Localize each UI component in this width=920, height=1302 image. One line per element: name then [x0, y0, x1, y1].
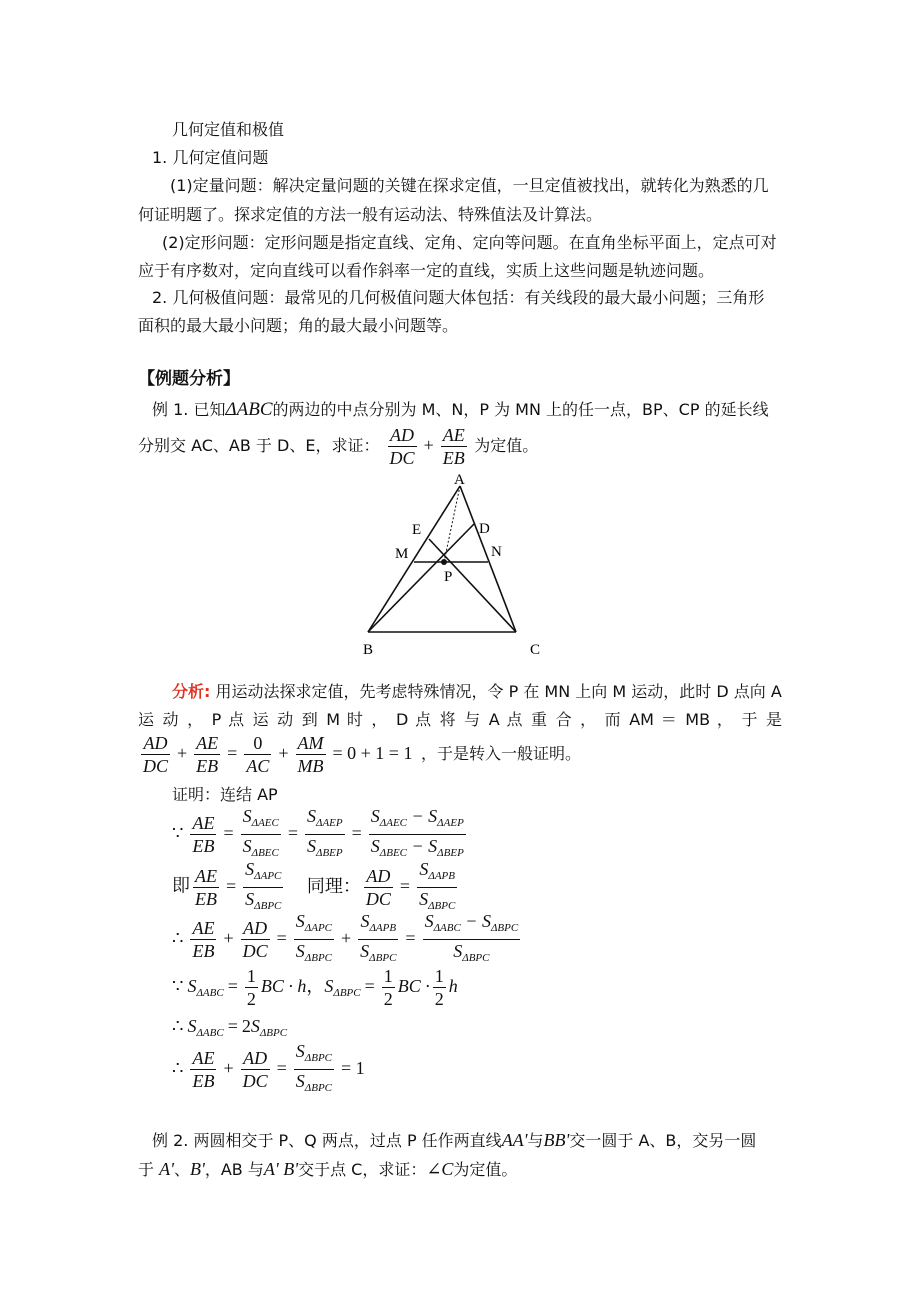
triangle-figure	[360, 468, 560, 668]
ji-label: 即	[172, 875, 190, 897]
example1-line2	[138, 421, 538, 470]
segment-bd	[368, 524, 474, 632]
proof-step5: ∴ $S_{\Delta ABC} = 2S_{\Delta BPC}$	[172, 1016, 288, 1039]
label-n: N	[491, 544, 502, 560]
analysis-text1: 用运动法探求定值，先考虑特殊情况，令 P 在 MN 上向 M 运动，此时 D 点向 A	[215, 682, 782, 701]
label-e: E	[412, 522, 422, 538]
side-ac	[460, 486, 516, 632]
example2-line2: 于 A'、B'，AB 与A' B'交于点 C，求证：∠C为定值。	[138, 1159, 518, 1179]
analysis-line1	[172, 680, 782, 704]
example1-prefix: 例 1. 已知	[152, 400, 226, 419]
segment-ce	[429, 539, 516, 632]
example1-text2: 分别交 AC、AB 于 D、E，求证：	[138, 436, 380, 455]
label-c: C	[530, 642, 541, 658]
label-a: A	[454, 472, 465, 488]
analysis-label: 分析:	[172, 682, 211, 701]
analysis-line3	[138, 729, 581, 778]
line-a1b1: A' B'	[263, 1159, 299, 1179]
point-b1: B'	[189, 1159, 205, 1179]
side-ab	[368, 486, 460, 632]
proof-step3: ∴ $\frac{AE}{EB}$ + $\frac{AD}{DC}$ = $\frac{S_{\Delta APC}}{S_{\Delta BPC}}$ + $\frac{S_{\Delta APB}}{S_{\Delta BPC}}$ = $\frac{S_{\Delta ABC} - S_{\Delta BPC}}{S_{\Delta BPC}}$	[172, 911, 519, 964]
examples-heading: 【例题分析】	[138, 369, 240, 389]
fraction-ae-eb: $\frac{AE}{EB}$	[442, 425, 465, 469]
section2-line1: 2. 几何极值问题：最常见的几何极值问题大体包括：有关线段的最大最小问题；三角形	[152, 288, 765, 307]
line-aa: AA'	[501, 1130, 528, 1150]
line-bb: BB'	[543, 1130, 570, 1150]
label-m: M	[395, 546, 409, 562]
label-b: B	[363, 642, 374, 658]
proof-step1: ∵ $\frac{AE}{EB}$ = $\frac{S_{\Delta AEC}}{S_{\Delta BEC}}$ = $\frac{S_{\Delta AEP}}{S_{\Delta BEP}}$ = $\frac{S_{\Delta AEC} - S_{\Delta AEP}}{S_{\Delta BEC} - S_{\Delta BEP}}$	[172, 806, 464, 859]
tongli-label: 同理：	[306, 875, 361, 897]
section2-line2: 面积的最大最小问题；角的最大最小问题等。	[138, 316, 459, 335]
proof-step2: 即 $\frac{AE}{EB}$ = $\frac{S_{\Delta APC}}{S_{\Delta BPC}}$ 同理： $\frac{AD}{DC}$ = $\frac{S_{\Delta APB}}{S_{\Delta BPC}}$	[172, 859, 456, 912]
since-symbol: ∵	[172, 822, 184, 843]
fraction-ad-dc: $\frac{AD}{DC}$	[389, 425, 415, 469]
section1-p2-line1: (2)定形问题：定形问题是指定直线、定角、定向等问题。在直角坐标平面上，定点可对	[162, 233, 777, 252]
analysis-line3-tail: ，于是转入一般证明。	[420, 744, 581, 763]
example1-suffix: 为定值。	[474, 436, 539, 455]
analysis-formula: $\frac{AD}{DC}$ + $\frac{AE}{EB}$ = $\frac{0}{AC}$ + $\frac{AM}{MB}$ = 0 + 1 = 1	[143, 733, 413, 777]
angle-c: ∠C	[426, 1159, 454, 1179]
document-title: 几何定值和极值	[172, 120, 285, 139]
proof-intro: 证明：连结 AP	[172, 785, 278, 804]
label-p: P	[444, 569, 453, 585]
example1-text1: 的两边的中点分别为 M、N，P 为 MN 上的任一点，BP、CP 的延长线	[272, 400, 769, 419]
proof-step4: ∵ $S_{\Delta ABC}$ = $\frac{1}{2}$ BC · h，$S_{\Delta BPC}$ = $\frac{1}{2}$ BC · $\frac{1}{2}$ h	[172, 966, 458, 1010]
example2-line1: 例 2. 两圆相交于 P、Q 两点，过点 P 任作两直线AA'与BB'交一圆于 A、B，交另一圆	[152, 1130, 757, 1150]
proof-step6: ∴ $\frac{AE}{EB}$ + $\frac{AD}{DC}$ = $\frac{S_{\Delta BPC}}{S_{\Delta BPC}}$ = 1	[172, 1041, 365, 1094]
point-p	[441, 559, 447, 565]
section1-p1-line1: (1)定量问题：解决定量问题的关键在探求定值，一旦定值被找出，就转化为熟悉的几	[170, 176, 769, 195]
triangle-abc: ΔABC	[225, 399, 273, 420]
example1-formula: $\frac{AD}{DC}$ + $\frac{AE}{EB}$	[389, 425, 465, 469]
section1-p2-line2: 应于有序数对，定向直线可以看作斜率一定的直线，实质上这些问题是轨迹问题。	[138, 261, 715, 280]
analysis-line2: 运 动 ， P 点 运 动 到 M 时 ， D 点 将 与 A 点 重 合 ， 而 AM ＝ MB ， 于 是	[138, 710, 782, 729]
therefore-symbol: ∴	[172, 927, 184, 948]
point-a1: A'	[159, 1159, 174, 1179]
section1-heading: 1. 几何定值问题	[152, 148, 269, 167]
section1-p1-line2: 何证明题了。探求定值的方法一般有运动法、特殊值法及计算法。	[138, 205, 603, 224]
label-d: D	[479, 521, 490, 537]
example1-line1	[152, 398, 769, 422]
